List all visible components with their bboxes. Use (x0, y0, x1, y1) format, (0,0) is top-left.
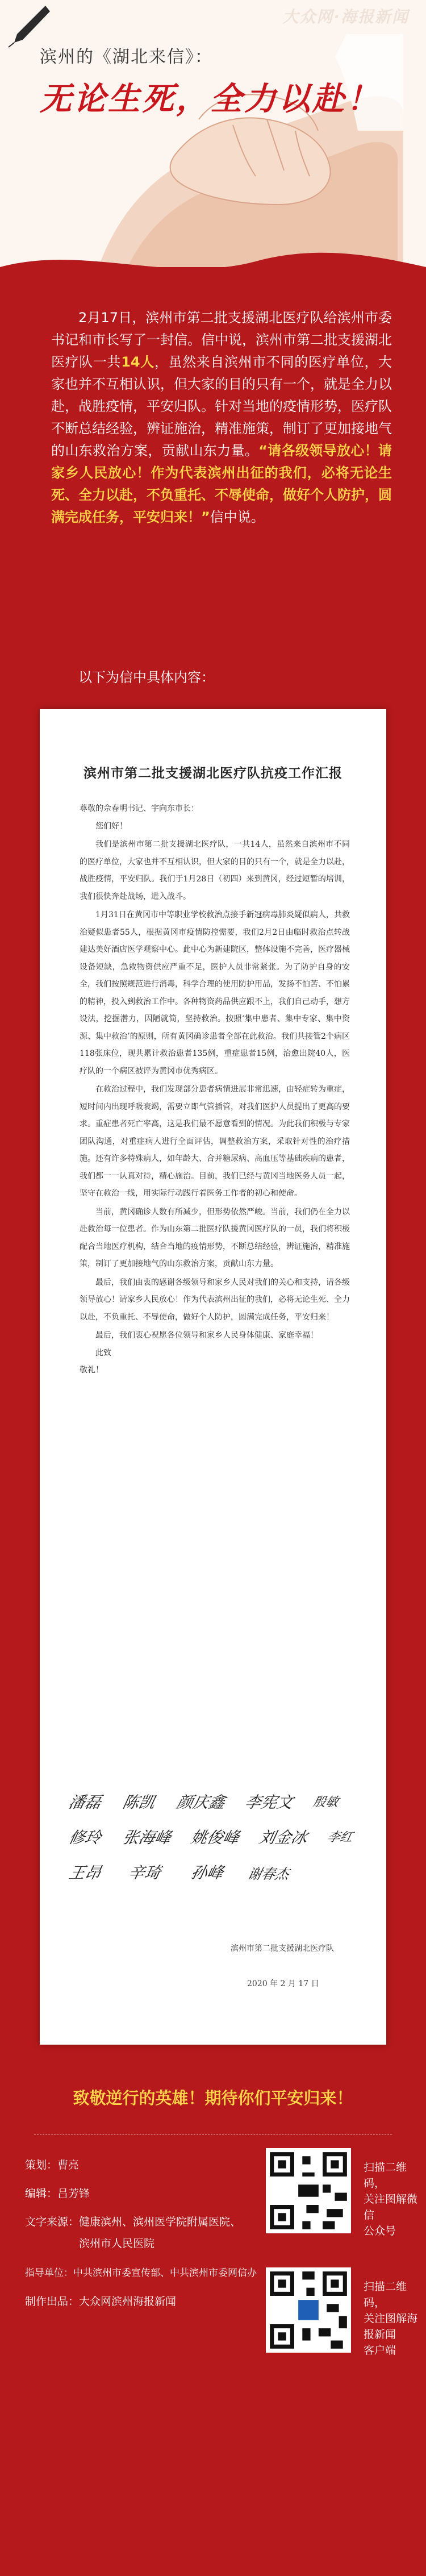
holding-hands-illustration (85, 34, 403, 267)
qr-label-line: 公众号 (364, 2225, 396, 2237)
signature: 王昂 (67, 1863, 103, 1882)
qr-label-line: 关注图解微信 (364, 2193, 418, 2221)
credit-plan: 策划：曹亮 (25, 2159, 80, 2171)
credit-text-source: 文字来源：健康滨州、滨州医学院附属医院、 (25, 2216, 241, 2228)
intro-highlight-quote: “请各级领导放心！请家乡人民放心！作为代表滨州出征的我们，必将无论生死、全力以赴，不负重托、不辱使命，做好个人防护，圆满完成任务，平安归来！” (51, 443, 392, 525)
intro-paragraph (51, 307, 392, 528)
letter-signer: 滨州市第二批支援湖北医疗队 (231, 1944, 334, 1953)
qr-code-icon (266, 2267, 351, 2353)
signature: 修玲 (67, 1828, 103, 1847)
qr-label-line: 关注图解海报新闻 (364, 2312, 418, 2341)
signature: 颜庆鑫 (175, 1793, 227, 1812)
signature: 潘磊 (67, 1793, 103, 1812)
letter-salute-2: 敬礼！ (80, 1366, 103, 1375)
intro-text-a: 2月17日，滨州市第二批支援湖北医疗队给滨州市委书记和市长写了一封信。信中说，滨州市第二批支援湖北医疗队一共 (51, 310, 392, 370)
hero-title: 无论生死，全力以赴！ (40, 80, 381, 118)
credit-editor: 编辑：吕芳锋 (25, 2187, 90, 2200)
app-qr-code[interactable] (266, 2267, 351, 2353)
app-qr-label (364, 2279, 426, 2358)
letter-date: 2020 年 2 月 17 日 (247, 1979, 319, 1988)
signature: 陈凯 (121, 1793, 157, 1812)
qr-label-line: 扫描二维码， (364, 2161, 407, 2190)
qr-code-icon (266, 2148, 351, 2233)
letter-paragraph: 当前，黄冈确诊人数有所减少，但形势依然严峻。当前，我们仍在全力以赴救治每一位患者。作为山东第二批医疗队援黄冈医疗队的一员，我们将积极配合当地医疗机构，结合当地的疫情形势，不断总结经验，辨证施治，精准施策，制订了更加接地气的山东救治方案，贡献山东力量。 (80, 1207, 350, 1268)
hero-subtitle: 滨州的《湖北来信》： (40, 47, 213, 67)
closing-slogan: 致敬逆行的英雄！期待你们平安归来！ (73, 2088, 353, 2108)
credit-guide: 指导单位：中共滨州市委宣传部、中共滨州市委网信办 (25, 2267, 257, 2279)
letter-paragraph: 在救治过程中，我们发现部分患者病情进展非常迅速，由轻症转为重症，短时间内出现呼吸衰竭，需要立即气管插管，对我们医护人员提出了更高的要求。重症患者死亡率高，这是我们最不愿意看到的情况。为此我们积极与专家团队沟通，对重症病人进行全面评估，调整救治方案，采取针对性的治疗措施。还有许多特殊病人，如年龄大、合并糖尿病、高血压等基础疾病的患者，我们都一一认真对待，精心施治。目前，我们已经与黄冈当地医务人员一起，坚守在救治一线，用实际行动践行着医务工作者的初心和使命。 (80, 1085, 350, 1198)
wechat-qr-code[interactable] (266, 2148, 351, 2233)
wechat-qr-label (364, 2159, 426, 2239)
letter-greeting: 您们好！ (95, 821, 127, 831)
signature: 李宪文 (243, 1793, 295, 1812)
credit-text-source-2: 滨州市人民医院 (79, 2237, 155, 2250)
signature: 辛琦 (127, 1863, 163, 1882)
footer-divider (34, 2134, 392, 2135)
intro-text-c: 信中说。 (210, 509, 265, 525)
watermark: 大众网·海报新闻 (282, 7, 409, 26)
letter-paragraph: 我们是滨州市第二批支援湖北医疗队，一共14人，虽然来自滨州市不同的医疗单位，大家也并不互相认识，但大家的目的只有一个，就是全力以赴，战胜疫情，平安归队。我们于1月28日（初四）来到黄冈，经过短暂的培训，我们很快奔赴战场，进入战斗。 (80, 840, 350, 901)
intro-text-b: ，虽然来自滨州市不同的医疗单位，大家也并不互相认识，但大家的目的只有一个，就是全力以赴，战胜疫情，平安归队。针对当地的疫情形势，医疗队不断总结经验，辨证施治，精准施策，制订了更加接地气的山东救治方案，贡献山东力量。 (51, 354, 392, 459)
qr-label-line: 扫描二维码， (364, 2280, 407, 2309)
signature: 李红 (325, 1830, 354, 1845)
signature: 刘金冰 (257, 1828, 310, 1847)
letter-paragraph: 1月31日在黄冈市中等职业学校救治点接手新冠病毒肺炎疑似病人，共救治疑似患者55人，根据黄冈市疫情防控需要，我们2月2日由临时救治点转战建达美好酒店医学观察中心。此中心为新建院区，整体设施不完善，医疗器械设备短缺，急救物资供应严重不足，医护人员非常紧张。为了防护自身的安全，我们按照规范进行消毒，科学合理的使用防护用品，发扬不怕苦、不怕累的精神，投入到救治工作中。各种物资药品供应跟不上，我们自己动手，想方设法，挖掘潜力，因陋就简，坚持救治。按照‘集中患者、集中专家、集中资源、集中救治’的原则，所有黄冈确诊患者全部在此救治。我们共接管2个病区118张床位，现共累计救治患者135例，重症患者15例，治愈出院40人，医疗队的一个病区被评为黄冈市优秀病区。 (80, 910, 350, 1076)
signature: 张海峰 (121, 1828, 173, 1847)
hero-banner (0, 0, 426, 267)
red-wave-divider (0, 244, 426, 290)
signature: 谢春杰 (246, 1866, 291, 1882)
signature: 孙峰 (189, 1863, 225, 1882)
credit-producer: 制作出品：大众网滨州海报新闻 (25, 2295, 177, 2308)
qr-label-line: 客户端 (364, 2344, 396, 2357)
intro-highlight-count: 14人 (121, 354, 154, 370)
letter-salute-1: 此致 (95, 1348, 111, 1358)
letter-paragraph: 最后，我们由衷的感谢各级领导和家乡人民对我们的关心和支持，请各级领导放心！请家乡人民放心！作为代表滨州出征的我们，必将无论生死、全力以赴，不负重托、不辱使命，做好个人防护，圆满完成任务，平安归来！ (80, 1277, 350, 1322)
letter-title: 滨州市第二批支援湖北医疗队抗疫工作汇报 (83, 765, 343, 781)
signature: 姚俊峰 (189, 1828, 241, 1847)
letter-closing-wish: 最后，我们衷心祝愿各位领导和家乡人民身体健康、家庭幸福！ (95, 1331, 318, 1340)
intro-lead-in: 以下为信中具体内容： (78, 669, 215, 685)
signature: 殷敏 (311, 1795, 340, 1809)
letter-salutation: 尊敬的佘春明书记、宇向东市长： (80, 804, 199, 813)
pen-icon (6, 3, 51, 48)
letter-paper (40, 709, 386, 2045)
handwritten-signatures (69, 1790, 365, 1904)
letter-body (80, 800, 350, 1379)
